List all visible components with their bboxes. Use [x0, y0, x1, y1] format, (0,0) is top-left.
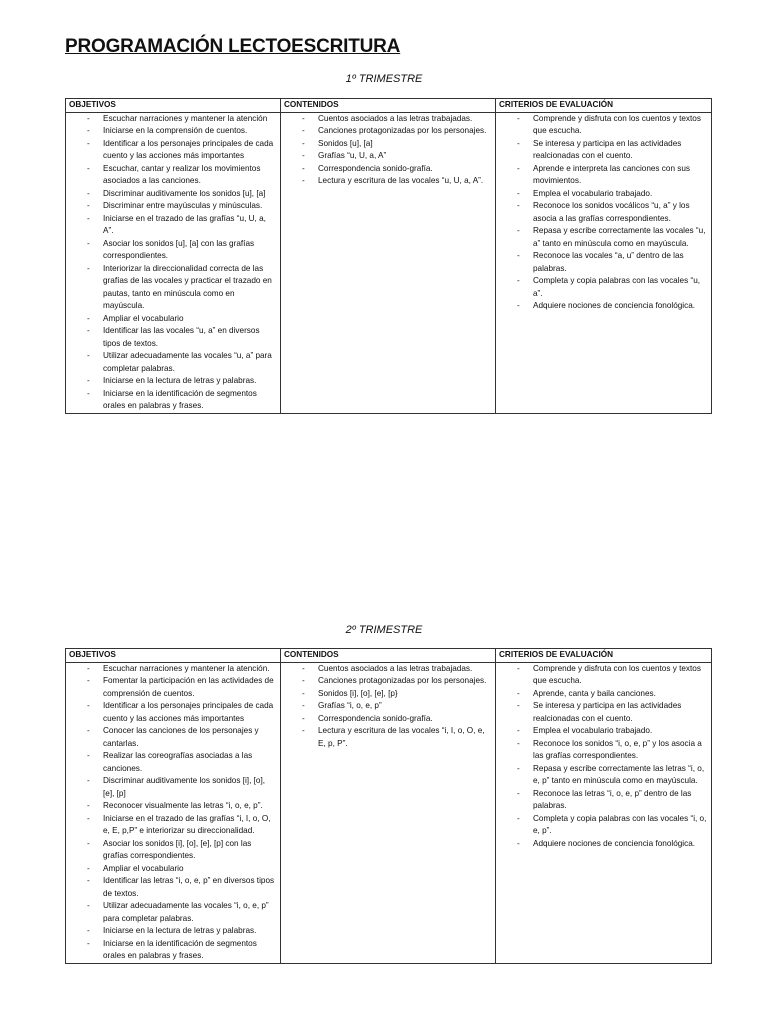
objetivos-list [66, 113, 280, 413]
criterios-list [496, 663, 711, 851]
list-item: - Adquiere nociones de conciencia fonológica. [496, 300, 711, 313]
list-item: - Asociar los sonidos [u], [a] con las grafías correspondientes. [66, 238, 280, 263]
list-item: - Discriminar entre mayúsculas y minúsculas. [66, 200, 280, 213]
list-item: - Conocer las canciones de los personajes y cantarlas. [66, 725, 280, 750]
list-item: - Emplea el vocabulario trabajado. [496, 725, 711, 738]
list-item: - Iniciarse en la lectura de letras y palabras. [66, 925, 280, 938]
criterios-cell [496, 112, 712, 413]
list-item: - Identificar a los personajes principales de cada cuento y las acciones más importantes [66, 700, 280, 725]
list-item: - Iniciarse en la lectura de letras y palabras. [66, 375, 280, 388]
list-item: - Lectura y escritura de las vocales “u, U, a, A”. [281, 175, 495, 188]
list-item: - Completa y copia palabras con las vocales “u, a”. [496, 275, 711, 300]
list-item: - Iniciarse en el trazado de las grafías “u, U, a, A”. [66, 213, 280, 238]
list-item: - Asociar los sonidos [i], [o], [e], [p] con las grafías correspondientes. [66, 838, 280, 863]
list-item: - Adquiere nociones de conciencia fonológica. [496, 838, 711, 851]
list-item: - Reconoce los sonidos “i, o, e, p” y los asocia a las grafías correspondientes. [496, 738, 711, 763]
list-item: - Fomentar la participación en las actividades de comprensión de cuentos. [66, 675, 280, 700]
term-table [65, 98, 712, 414]
list-item: - Se interesa y participa en las actividades realcionadas con el cuento. [496, 138, 711, 163]
list-item: - Correspondencia sonido-grafía. [281, 163, 495, 176]
list-item: - Canciones protagonizadas por los personajes. [281, 125, 495, 138]
list-item: - Identificar a los personajes principales de cada cuento y las acciones más importantes [66, 138, 280, 163]
list-item: - Escuchar narraciones y mantener la atención [66, 113, 280, 126]
header-objetivos: OBJETIVOS [66, 649, 281, 663]
list-item: - Correspondencia sonido-grafía. [281, 713, 495, 726]
list-item: - Ampliar el vocabulario [66, 863, 280, 876]
contenidos-cell [281, 112, 496, 413]
list-item: - Comprende y disfruta con los cuentos y textos que escucha. [496, 663, 711, 688]
list-item: - Identificar las las vocales “u, a” en diversos tipos de textos. [66, 325, 280, 350]
contenidos-list [281, 663, 495, 751]
header-contenidos: CONTENIDOS [281, 649, 496, 663]
term-title: 1º TRIMESTRE [345, 73, 423, 85]
list-item: - Utilizar adecuadamente las vocales “i, o, e, p” para completar palabras. [66, 900, 280, 925]
list-item: - Realizar las coreografías asociadas a las canciones. [66, 750, 280, 775]
criterios-cell [496, 662, 712, 963]
list-item: - Iniciarse en la identificación de segmentos orales en palabras y frases. [66, 388, 280, 413]
list-item: - Repasa y escribe correctamente las letras “i, o, e, p” tanto en minúscula como en mayúscula. [496, 763, 711, 788]
list-item: - Aprende, canta y baila canciones. [496, 688, 711, 701]
list-item: - Lectura y escritura de las vocales “i, I, o, O, e, E, p, P”. [281, 725, 495, 750]
list-item: - Interiorizar la direccionalidad correcta de las grafías de las vocales y practicar el trazado en pautas, tanto en minúscula como en mayúscula. [66, 263, 280, 313]
list-item: - Discriminar auditivamente los sonidos [u], [a] [66, 188, 280, 201]
list-item: - Sonidos [u], [a] [281, 138, 495, 151]
list-item: - Escuchar narraciones y mantener la atención. [66, 663, 280, 676]
list-item: - Identificar las letras “i, o, e, p” en diversos tipos de textos. [66, 875, 280, 900]
page-title: PROGRAMACIÓN LECTOESCRITURA [65, 36, 401, 57]
list-item: - Grafías “u, U, a, A” [281, 150, 495, 163]
list-item: - Iniciarse en la comprensión de cuentos. [66, 125, 280, 138]
list-item: - Escuchar, cantar y realizar los movimientos asociados a las canciones. [66, 163, 280, 188]
header-criterios: CRITERIOS DE EVALUACIÓN [496, 649, 712, 663]
list-item: - Emplea el vocabulario trabajado. [496, 188, 711, 201]
list-item: - Se interesa y participa en las actividades realcionadas con el cuento. [496, 700, 711, 725]
list-item: - Discriminar auditivamente los sonidos [i], [o], [e], [p] [66, 775, 280, 800]
list-item: - Sonidos [i], [o], [e], [p} [281, 688, 495, 701]
list-item: - Iniciarse en el trazado de las grafías “i, I, o, O, e, E, p,P” e interiorizar su direccionalidad. [66, 813, 280, 838]
contenidos-list [281, 113, 495, 188]
objetivos-list [66, 663, 280, 963]
criterios-list [496, 113, 711, 313]
list-item: - Cuentos asociados a las letras trabajadas. [281, 663, 495, 676]
contenidos-cell [281, 662, 496, 963]
list-item: - Reconocer visualmente las letras “i, o, e, p”. [66, 800, 280, 813]
list-item: - Cuentos asociados a las letras trabajadas. [281, 113, 495, 126]
list-item: - Grafías “i, o, e, p” [281, 700, 495, 713]
list-item: - Canciones protagonizadas por los personajes. [281, 675, 495, 688]
list-item: - Completa y copia palabras con las vocales “i, o, e, p”. [496, 813, 711, 838]
list-item: - Reconoce las letras “i, o, e, p” dentro de las palabras. [496, 788, 711, 813]
objetivos-cell [66, 662, 281, 963]
list-item: - Reconoce los sonidos vocálicos “u, a” y los asocia a las grafías correspondientes. [496, 200, 711, 225]
term-table [65, 648, 712, 964]
list-item: - Iniciarse en la identificación de segmentos orales en palabras y frases. [66, 938, 280, 963]
objetivos-cell [66, 112, 281, 413]
term-title: 2º TRIMESTRE [345, 624, 423, 636]
list-item: - Reconoce las vocales “a, u” dentro de las palabras. [496, 250, 711, 275]
list-item: - Comprende y disfruta con los cuentos y textos que escucha. [496, 113, 711, 138]
header-contenidos: CONTENIDOS [281, 99, 496, 113]
list-item: - Ampliar el vocabulario [66, 313, 280, 326]
header-objetivos: OBJETIVOS [66, 99, 281, 113]
list-item: - Utilizar adecuadamente las vocales “u, a” para completar palabras. [66, 350, 280, 375]
list-item: - Aprende e interpreta las canciones con sus movimientos. [496, 163, 711, 188]
list-item: - Repasa y escribe correctamente las vocales “u, a” tanto en minúscula como en mayúscula. [496, 225, 711, 250]
header-criterios: CRITERIOS DE EVALUACIÓN [496, 99, 712, 113]
